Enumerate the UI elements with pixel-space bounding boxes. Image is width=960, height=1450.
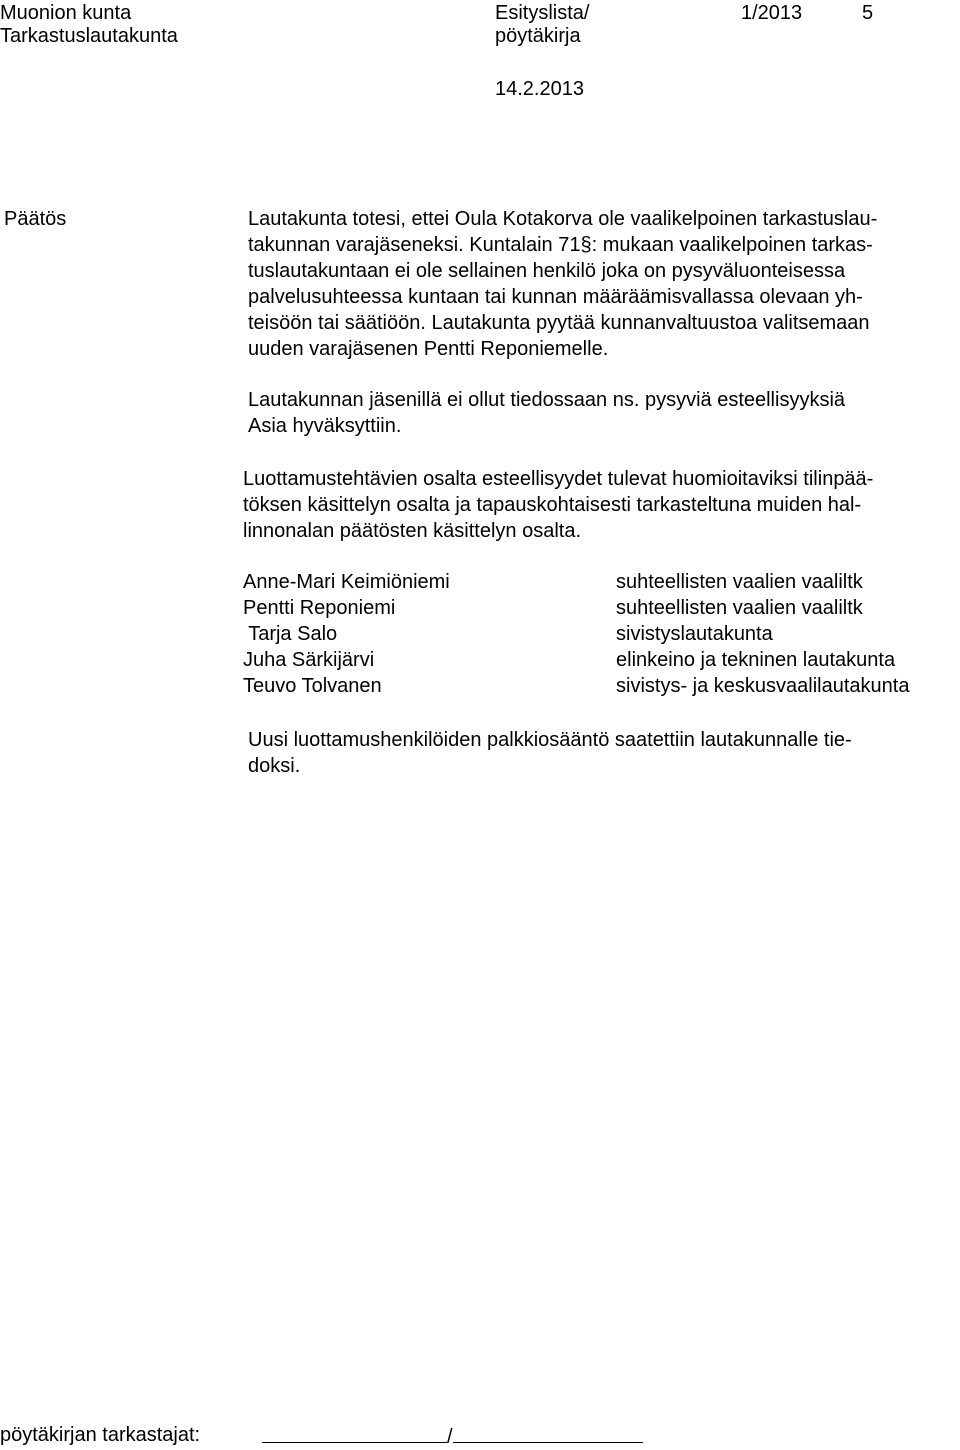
member-role: elinkeino ja tekninen lautakunta (616, 649, 896, 671)
member-name: Anne-Mari Keimiöniemi (243, 571, 450, 593)
footer-reviewers (0, 1422, 200, 1448)
decision-paragraph-2 (248, 387, 845, 439)
member-role: suhteellisten vaalien vaaliltk (616, 597, 863, 619)
text-line: uuden varajäsenen Pentti Reponiemelle. (248, 338, 609, 360)
member-role: sivistyslautakunta (616, 623, 773, 645)
text-line: tuslautakuntaan ei ole sellainen henkilö joka on pysyväluonteisessa (248, 260, 846, 282)
text-line: Luottamustehtävien osalta esteellisyydet tulevat huomioitaviksi tilinpää- (243, 468, 874, 490)
page-number: 5 (862, 2, 874, 24)
member-name: Tarja Salo (243, 623, 338, 645)
member-name: Teuvo Tolvanen (243, 675, 382, 697)
text-line: teisöön tai säätiöön. Lautakunta pyytää kunnanvaltuustoa valitsemaan (248, 312, 870, 334)
board-name: Tarkastuslautakunta (0, 25, 178, 47)
text-line: Uusi luottamushenkilöiden palkkiosääntö saatettiin lautakunnalle tie- (248, 729, 852, 751)
text-line: Asia hyväksyttiin. (248, 415, 402, 437)
text-line: palvelusuhteessa kuntaan tai kunnan määräämisvallassa olevaan yh- (248, 286, 863, 308)
closing-paragraph (248, 727, 852, 779)
member-roles (616, 569, 909, 699)
member-name: Juha Särkijärvi (243, 649, 375, 671)
reviewers-label: pöytäkirjan tarkastajat: (0, 1424, 201, 1446)
member-name: Pentti Reponiemi (243, 597, 396, 619)
signature-separator: / (447, 1426, 453, 1448)
meeting-number: 1/2013 (741, 2, 803, 24)
text-line: takunnan varajäseneksi. Kuntalain 71§: mukaan vaalikelpoinen tarkas- (248, 234, 873, 256)
doc-type-line2: pöytäkirja (495, 25, 581, 47)
signature-line-1 (262, 1422, 447, 1443)
municipality-name: Muonion kunta (0, 2, 132, 24)
decision-paragraph-1 (248, 206, 877, 362)
text-line: Lautakunta totesi, ettei Oula Kotakorva ole vaalikelpoinen tarkastuslau- (248, 208, 878, 230)
text-line: doksi. (248, 755, 301, 777)
signature-line-2 (453, 1422, 643, 1443)
meeting-date: 14.2.2013 (495, 78, 584, 100)
member-role: suhteellisten vaalien vaaliltk (616, 571, 863, 593)
text-line: linnonalan päätösten käsittelyn osalta. (243, 520, 582, 542)
member-role: sivistys- ja keskusvaalilautakunta (616, 675, 910, 697)
member-names (243, 569, 450, 699)
decision-label: Päätös (4, 208, 67, 230)
decision-paragraph-3 (243, 466, 873, 544)
text-line: Lautakunnan jäsenillä ei ollut tiedossaan ns. pysyviä esteellisyyksiä (248, 389, 846, 411)
reviewer-signature-lines (262, 1422, 643, 1450)
text-line: töksen käsittelyn osalta ja tapauskohtaisesti tarkasteltuna muiden hal- (243, 494, 862, 516)
doc-type-line1: Esityslista/ (495, 2, 590, 24)
